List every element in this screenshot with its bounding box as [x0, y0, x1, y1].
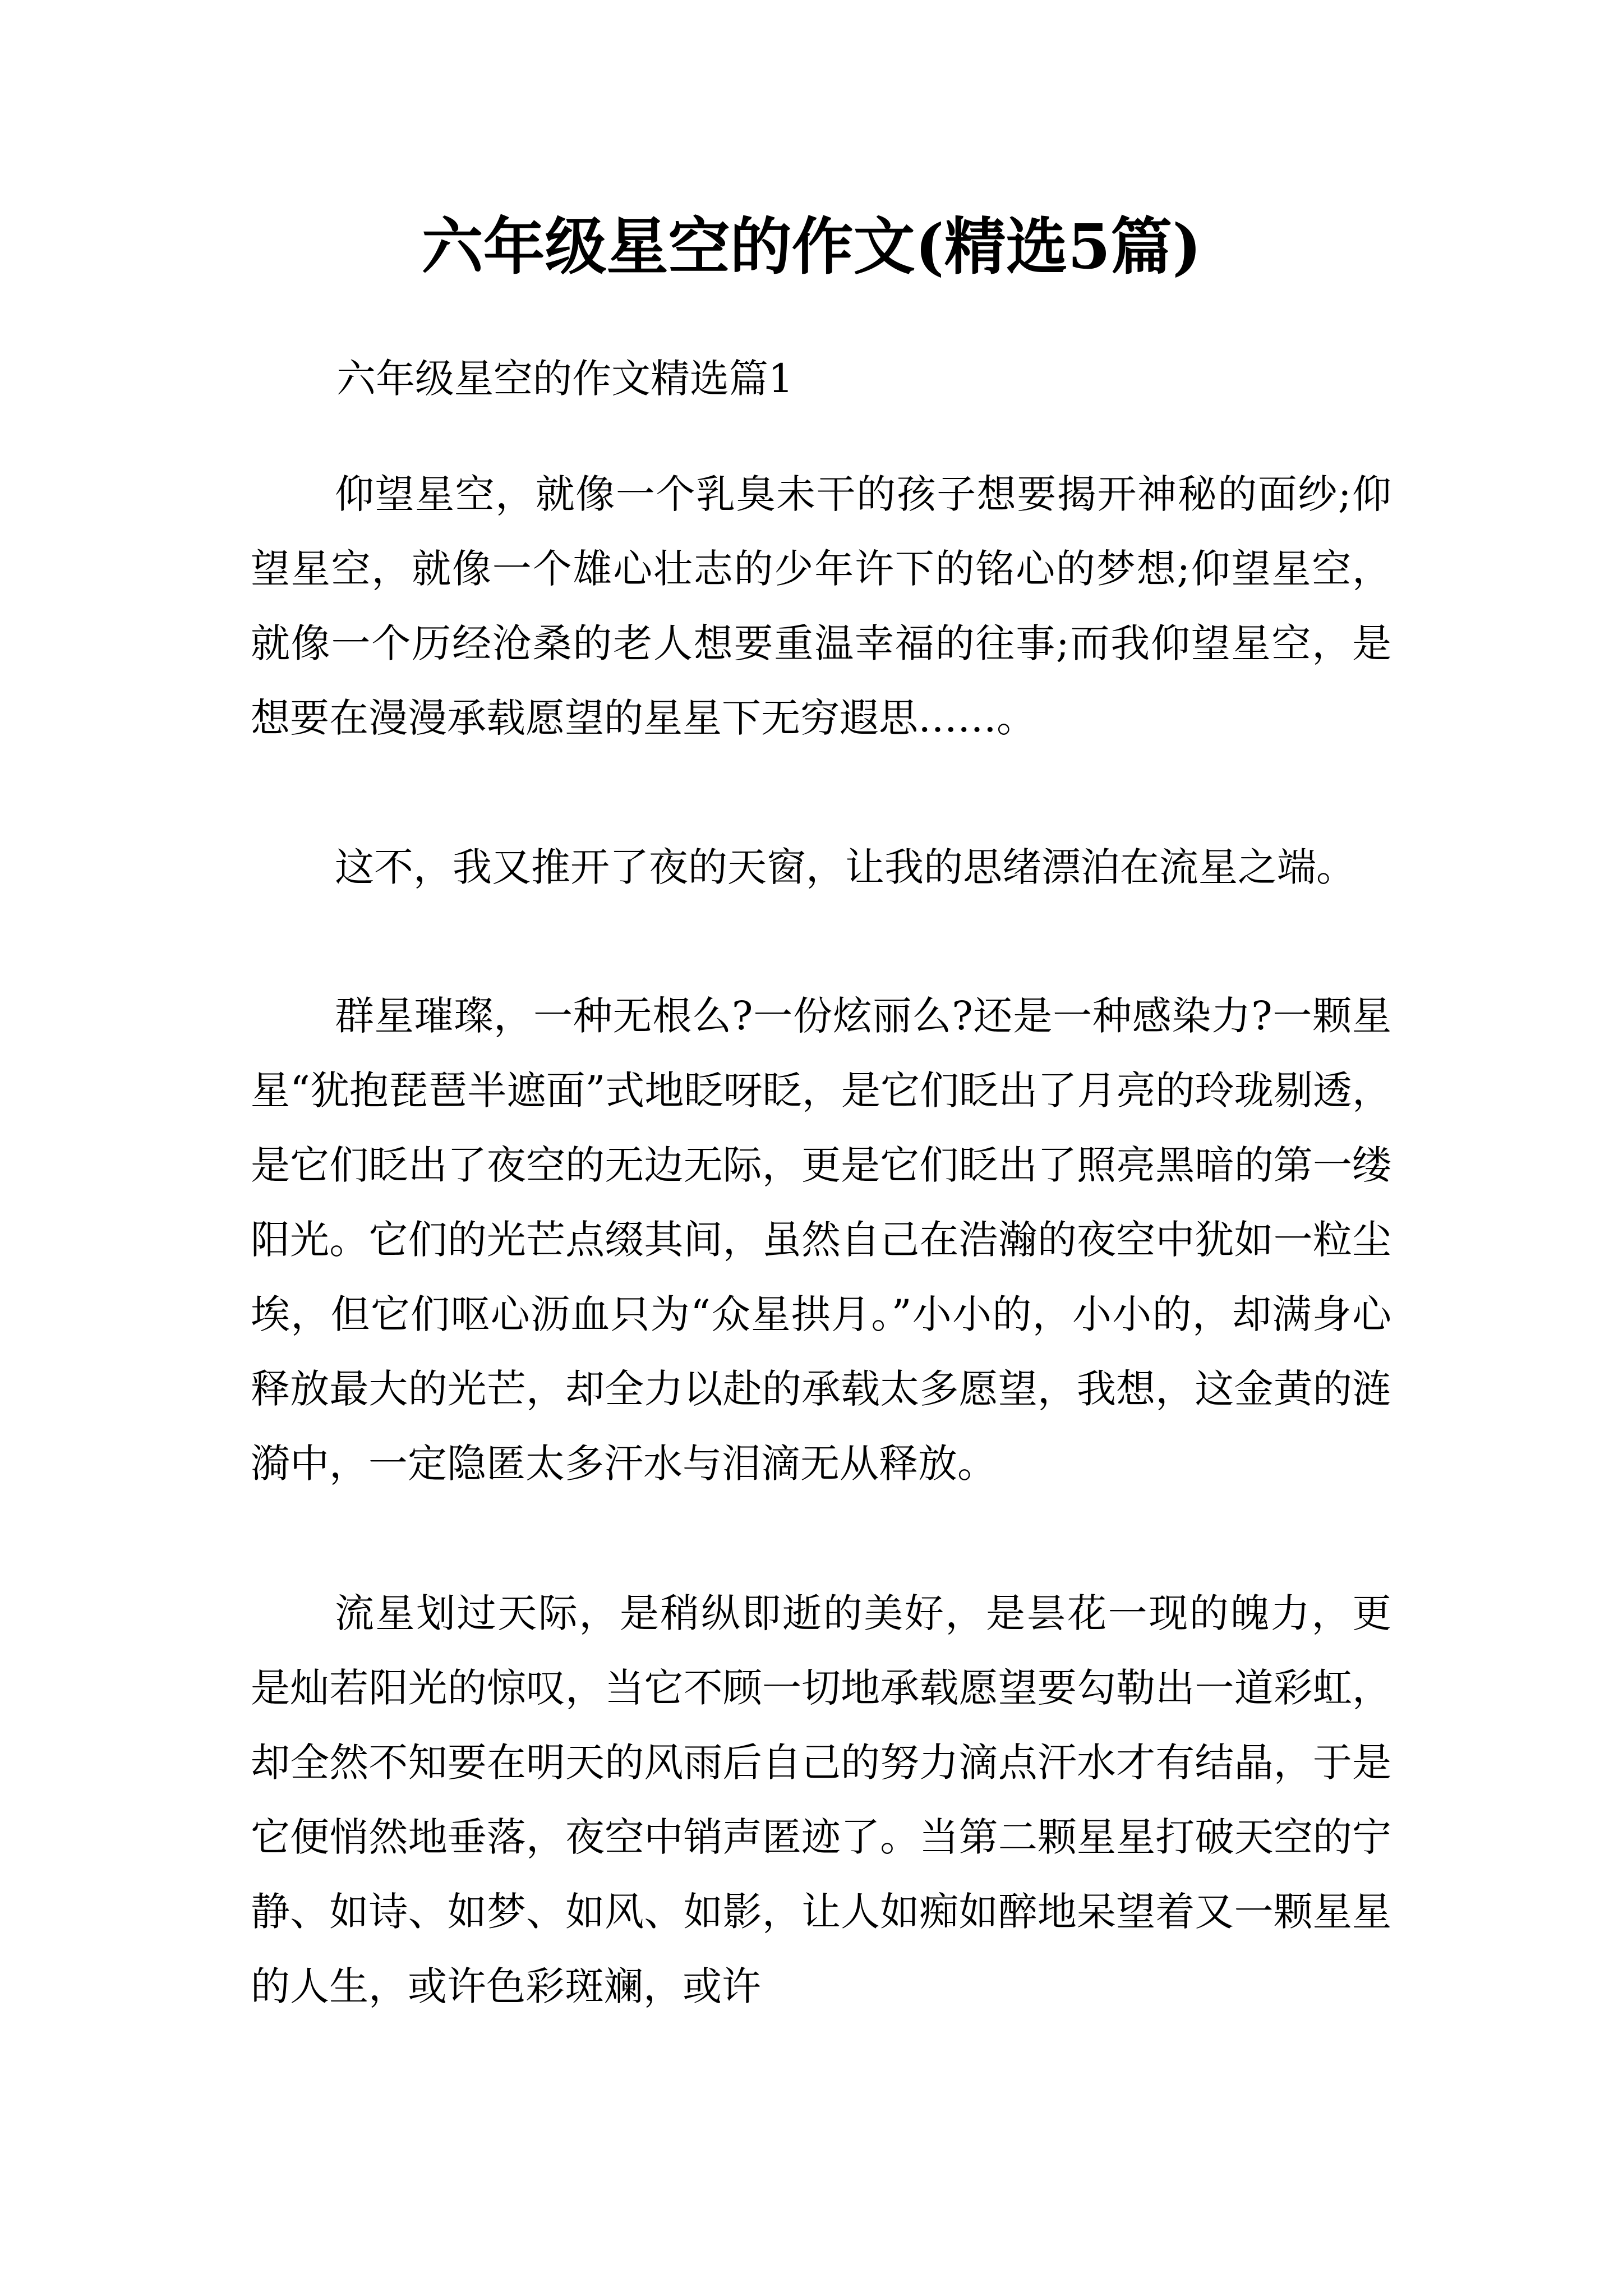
paragraph-1: 仰望星空，就像一个乳臭未干的孩子想要揭开神秘的面纱;仰望星空，就像一个雄心壮志的少年许下的铭心的梦想;仰望星空，就像一个历经沧桑的老人想要重温幸福的往事;而我仰望星空，是想要在漫漫承载愿望的星星下无穷遐思……。 [251, 471, 1391, 741]
document-title: 六年级星空的作文(精选5篇) [421, 210, 1202, 283]
paragraph-2: 这不，我又推开了夜的天窗，让我的思绪漂泊在流星之端。 [335, 844, 1355, 890]
paragraph-4: 流星划过天际，是稍纵即逝的美好，是昙花一现的魄力，更是灿若阳光的惊叹，当它不顾一切地承载愿望要勾勒出一道彩虹，却全然不知要在明天的风雨后自己的努力滴点汗水才有结晶，于是它便悄然地垂落，夜空中销声匿迹了。当第二颗星星打破天空的宁静、如诗、如梦、如风、如影，让人如痴如醉地呆望着又一颗星星的人生，或许色彩斑斓，或许 [251, 1590, 1391, 2009]
section-heading: 六年级星空的作文精选篇1 [336, 356, 794, 402]
paragraph-3: 群星璀璨，一种无根么?一份炫丽么?还是一种感染力?一颗星星“犹抱琵琶半遮面”式地眨呀眨，是它们眨出了月亮的玲珑剔透，是它们眨出了夜空的无边无际，更是它们眨出了照亮黑暗的第一缕阳光。它们的光芒点缀其间，虽然自己在浩瀚的夜空中犹如一粒尘埃，但它们呕心沥血只为“众星拱月。”小小的，小小的，却满身心释放最大的光芒，却全力以赴的承载太多愿望，我想，这金黄的涟漪中，一定隐匿太多汗水与泪滴无从释放。 [251, 993, 1391, 1487]
